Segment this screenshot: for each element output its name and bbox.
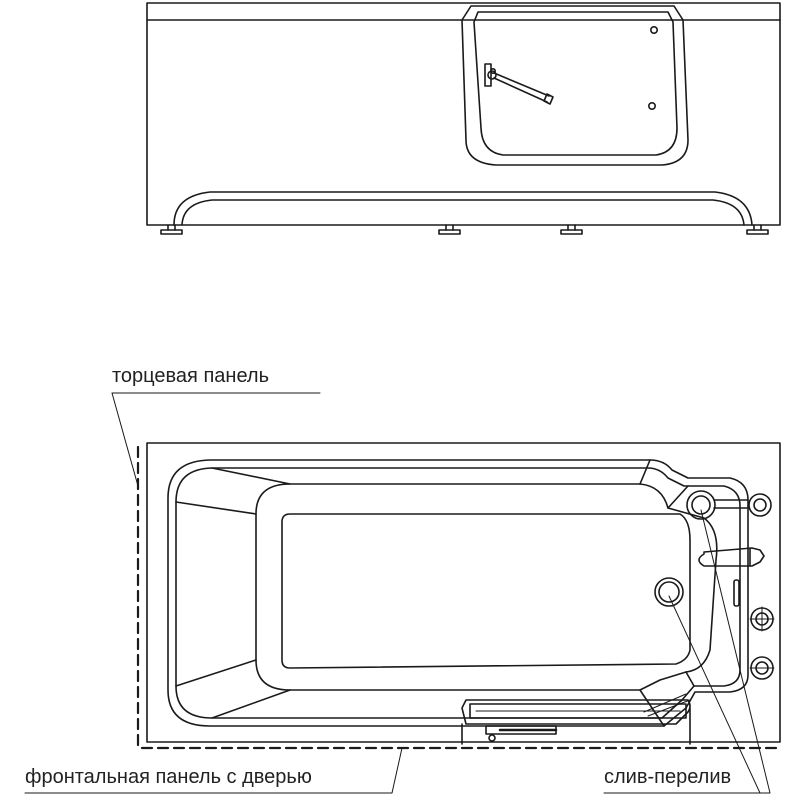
hinge-dot-bottom <box>649 103 655 109</box>
plinth-arch <box>174 192 752 225</box>
drain-overflow-label: слив-перелив <box>604 766 732 788</box>
leader-end-panel <box>112 393 320 486</box>
backrest-bevel <box>176 468 290 718</box>
front-elevation-view <box>147 3 780 234</box>
support-feet <box>161 225 768 234</box>
door-opening <box>462 6 688 165</box>
hinge-dot-top <box>651 27 657 33</box>
plinth-arch-inner <box>182 200 744 225</box>
control-slot <box>734 580 739 606</box>
plan-view <box>138 443 780 748</box>
hand-shower <box>714 500 748 508</box>
faucet-spout <box>699 548 764 566</box>
leader-drain <box>604 510 770 793</box>
mixer-knob-icon <box>750 607 774 631</box>
hand-shower-knob-inner <box>754 499 766 511</box>
hand-shower-knob-outer <box>749 494 771 516</box>
bowl-floor <box>282 514 690 668</box>
mixer-knob-icon-2 <box>750 657 774 679</box>
drain-inner <box>659 582 679 602</box>
front-panel-door-label: фронтальная панель с дверью <box>25 766 312 788</box>
end-panel-label: торцевая панель <box>112 365 269 387</box>
door-lever-icon <box>485 64 553 104</box>
bowl-floor-outer <box>256 484 717 690</box>
door-mechanism <box>462 694 690 744</box>
bowl-outer-rim <box>168 460 748 726</box>
